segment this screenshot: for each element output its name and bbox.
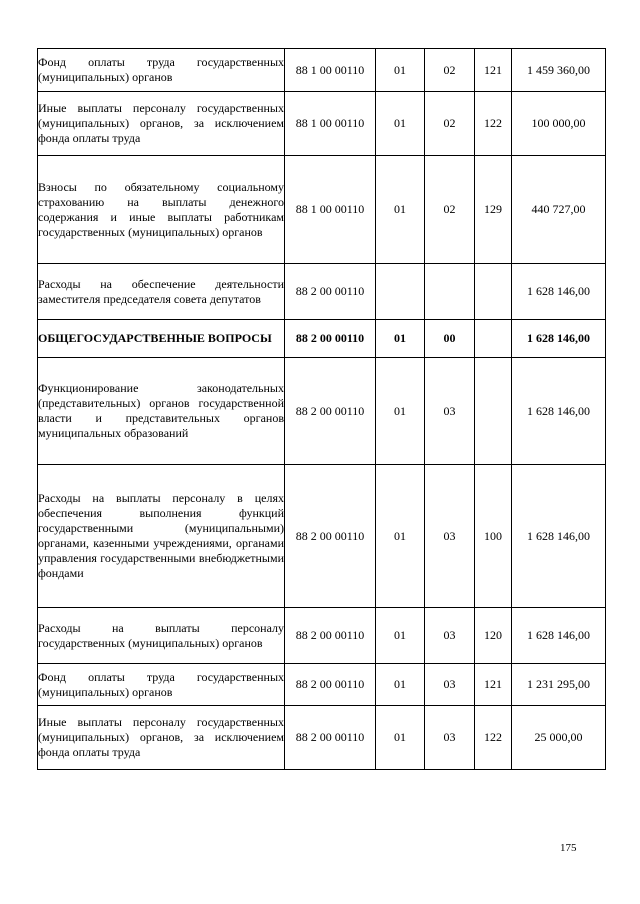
row-subsection-cell: 03: [425, 358, 475, 465]
row-expense-type-cell: 121: [475, 49, 512, 92]
row-section-cell: 01: [376, 706, 425, 770]
row-amount-cell: 1 628 146,00: [512, 358, 606, 465]
row-code-cell: 88 1 00 00110: [285, 156, 376, 264]
row-expense-type-cell: 129: [475, 156, 512, 264]
budget-table-body: [38, 49, 606, 770]
table-row: [38, 664, 606, 706]
table-row: [38, 706, 606, 770]
row-subsection-cell: 02: [425, 156, 475, 264]
row-name-cell: Иные выплаты персоналу государственных (муниципальных) органов, за исключением фонда оплаты труда: [38, 92, 285, 156]
row-name-cell: Фонд оплаты труда государственных (муниципальных) органов: [38, 664, 285, 706]
row-amount-cell: 440 727,00: [512, 156, 606, 264]
row-subsection-cell: 03: [425, 465, 475, 608]
row-code-cell: 88 1 00 00110: [285, 92, 376, 156]
row-amount-cell: 100 000,00: [512, 92, 606, 156]
row-section-cell: 01: [376, 320, 425, 358]
row-subsection-cell: 03: [425, 706, 475, 770]
table-row: [38, 92, 606, 156]
row-section-cell: [376, 264, 425, 320]
row-subsection-cell: 03: [425, 664, 475, 706]
row-amount-cell: 1 628 146,00: [512, 465, 606, 608]
row-name-cell: Расходы на выплаты персоналу государственных (муниципальных) органов: [38, 608, 285, 664]
row-expense-type-cell: 122: [475, 92, 512, 156]
table-row: [38, 49, 606, 92]
row-subsection-cell: 00: [425, 320, 475, 358]
row-name-cell: Фонд оплаты труда государственных (муниципальных) органов: [38, 49, 285, 92]
row-code-cell: 88 2 00 00110: [285, 706, 376, 770]
row-name-cell: ОБЩЕГОСУДАРСТВЕННЫЕ ВОПРОСЫ: [38, 320, 285, 358]
row-code-cell: 88 2 00 00110: [285, 664, 376, 706]
table-row: [38, 608, 606, 664]
row-section-cell: 01: [376, 358, 425, 465]
row-subsection-cell: 02: [425, 92, 475, 156]
row-amount-cell: 1 231 295,00: [512, 664, 606, 706]
row-code-cell: 88 2 00 00110: [285, 465, 376, 608]
row-amount-cell: 1 628 146,00: [512, 264, 606, 320]
row-section-cell: 01: [376, 92, 425, 156]
row-subsection-cell: 03: [425, 608, 475, 664]
row-amount-cell: 1 628 146,00: [512, 608, 606, 664]
row-name-cell: Расходы на выплаты персоналу в целях обеспечения выполнения функций государственными (муниципальными) органами, казенными учреждениями, органами управления государственными внебюджетными фондами: [38, 465, 285, 608]
row-subsection-cell: [425, 264, 475, 320]
page-number: 175: [560, 842, 577, 854]
row-expense-type-cell: [475, 264, 512, 320]
row-section-cell: 01: [376, 49, 425, 92]
row-code-cell: 88 1 00 00110: [285, 49, 376, 92]
budget-table: [37, 48, 606, 770]
row-expense-type-cell: [475, 358, 512, 465]
table-row: [38, 156, 606, 264]
row-section-cell: 01: [376, 156, 425, 264]
row-section-cell: 01: [376, 465, 425, 608]
row-name-cell: Расходы на обеспечение деятельности заместителя председателя совета депутатов: [38, 264, 285, 320]
row-code-cell: 88 2 00 00110: [285, 358, 376, 465]
row-expense-type-cell: 122: [475, 706, 512, 770]
row-amount-cell: 25 000,00: [512, 706, 606, 770]
row-amount-cell: 1 459 360,00: [512, 49, 606, 92]
table-row: [38, 358, 606, 465]
row-code-cell: 88 2 00 00110: [285, 608, 376, 664]
row-expense-type-cell: 121: [475, 664, 512, 706]
table-row: [38, 264, 606, 320]
row-section-cell: 01: [376, 608, 425, 664]
row-subsection-cell: 02: [425, 49, 475, 92]
row-section-cell: 01: [376, 664, 425, 706]
row-code-cell: 88 2 00 00110: [285, 264, 376, 320]
row-name-cell: Иные выплаты персоналу государственных (муниципальных) органов, за исключением фонда оплаты труда: [38, 706, 285, 770]
row-name-cell: Взносы по обязательному социальному страхованию на выплаты денежного содержания и иные выплаты работникам государственных (муниципальных) органов: [38, 156, 285, 264]
row-code-cell: 88 2 00 00110: [285, 320, 376, 358]
row-expense-type-cell: 100: [475, 465, 512, 608]
table-row: [38, 320, 606, 358]
table-row: [38, 465, 606, 608]
row-expense-type-cell: [475, 320, 512, 358]
row-name-cell: Функционирование законодательных (представительных) органов государственной власти и представительных органов муниципальных образований: [38, 358, 285, 465]
row-amount-cell: 1 628 146,00: [512, 320, 606, 358]
row-expense-type-cell: 120: [475, 608, 512, 664]
